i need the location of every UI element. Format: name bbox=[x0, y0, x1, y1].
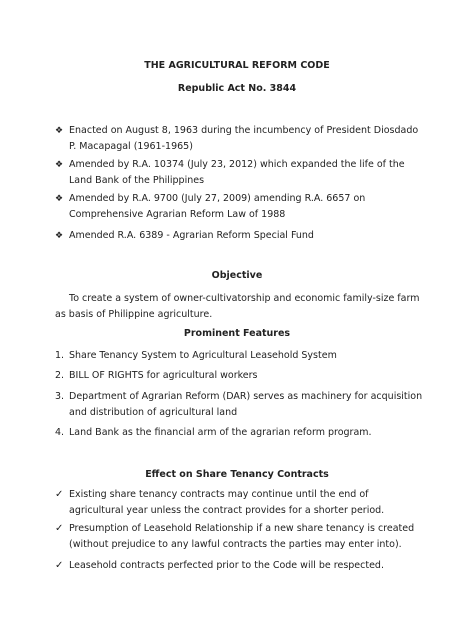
effect-item-text: Presumption of Leasehold Relationship if a new share tenancy is created (without prejudice to any lawful contracts the parties may enter into). bbox=[69, 523, 415, 550]
effect-heading: Effect on Share Tenancy Contracts bbox=[145, 469, 329, 480]
list-item bbox=[55, 123, 425, 155]
list-item bbox=[55, 425, 425, 441]
list-item bbox=[55, 228, 425, 244]
list-number: 2. bbox=[55, 370, 65, 381]
list-number: 3. bbox=[55, 391, 65, 402]
document-subtitle: Republic Act No. 3844 bbox=[177, 83, 297, 94]
list-item bbox=[55, 348, 425, 364]
list-item bbox=[55, 558, 425, 574]
feature-item-text: Department of Agrarian Reform (DAR) serves as machinery for acquisition and distribution of agricultural land bbox=[69, 391, 423, 418]
checkmark-icon: ✓ bbox=[55, 489, 64, 500]
history-item-text: Enacted on August 8, 1963 during the incumbency of President Diosdado P. Macapagal (1961-1965) bbox=[69, 125, 419, 152]
list-item bbox=[55, 157, 425, 189]
objective-heading: Objective bbox=[211, 270, 263, 281]
list-item bbox=[55, 191, 425, 223]
checkmark-icon: ✓ bbox=[55, 560, 64, 571]
effect-item-text: Existing share tenancy contracts may continue until the end of agricultural year unless the contract provides for a shorter period. bbox=[69, 489, 385, 516]
diamond-bullet-icon: ❖ bbox=[55, 231, 64, 241]
effect-item-text: Leasehold contracts perfected prior to the Code will be respected. bbox=[69, 560, 384, 571]
feature-item-text: BILL OF RIGHTS for agricultural workers bbox=[69, 370, 258, 381]
list-item bbox=[55, 389, 425, 421]
list-number: 1. bbox=[55, 350, 65, 361]
history-item-text: Amended by R.A. 9700 (July 27, 2009) amending R.A. 6657 on Comprehensive Agrarian Reform Law of 1988 bbox=[69, 193, 366, 220]
diamond-bullet-icon: ❖ bbox=[55, 126, 64, 136]
list-item bbox=[55, 487, 425, 519]
history-item-text: Amended R.A. 6389 - Agrarian Reform Special Fund bbox=[69, 230, 314, 241]
history-item-text: Amended by R.A. 10374 (July 23, 2012) which expanded the life of the Land Bank of the Philippines bbox=[69, 159, 405, 186]
list-item bbox=[55, 521, 425, 553]
features-heading: Prominent Features bbox=[183, 328, 291, 339]
feature-item-text: Share Tenancy System to Agricultural Leasehold System bbox=[69, 350, 337, 361]
document-title: THE AGRICULTURAL REFORM CODE bbox=[144, 60, 330, 71]
diamond-bullet-icon: ❖ bbox=[55, 194, 64, 204]
list-number: 4. bbox=[55, 427, 65, 438]
diamond-bullet-icon: ❖ bbox=[55, 160, 64, 170]
list-item bbox=[55, 368, 425, 384]
feature-item-text: Land Bank as the financial arm of the agrarian reform program. bbox=[69, 427, 372, 438]
checkmark-icon: ✓ bbox=[55, 523, 64, 534]
objective-text: To create a system of owner-cultivatorship and economic family-size farm as basis of Philippine agriculture. bbox=[55, 293, 420, 320]
